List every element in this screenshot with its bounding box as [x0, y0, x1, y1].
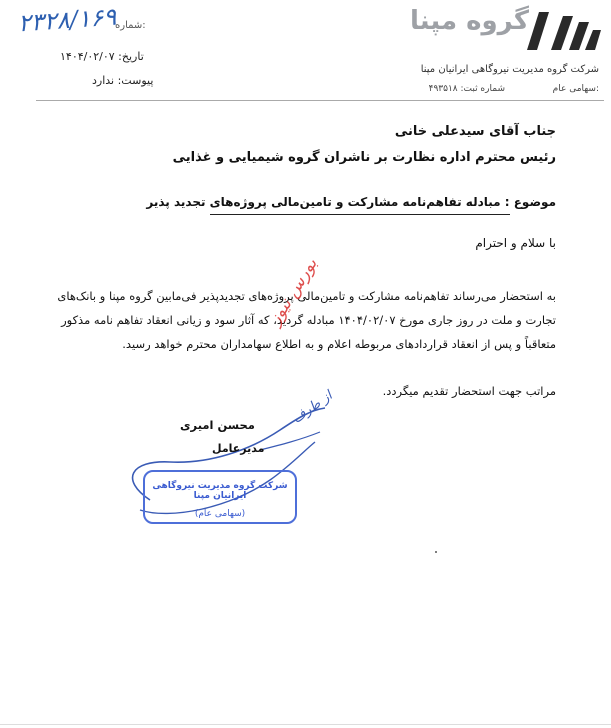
logo-text: گروه مپنا	[410, 6, 529, 36]
letter-body: به استحضار می‌رساند تفاهم‌نامه مشارکت و تامین‌مالی پروژه‌های تجدیدپذیر فی‌مابین گروه مپنا و بانک‌های تجارت و ملت در روز جاری مورخ ۱۴۰۴/۰۲/۰۷ مبادله گردید، که آثار سود و زیانی انعقاد تفاهم نامه مذکور متعاقباً و پس از انعقاد قراردادهای مربوطه اعلام و به اطلاع سهامداران محترم خواهد رسید.	[57, 289, 556, 351]
company-name: شرکت گروه مدیریت نیروگاهی ایرانیان مپنا	[420, 64, 599, 75]
registration-number: شماره ثبت: ۴۹۳۵۱۸	[428, 84, 505, 94]
stamp-company-type: (سهامی عام)	[194, 509, 246, 519]
company-stamp	[143, 470, 297, 524]
handwritten-note: از طرف	[289, 388, 336, 427]
signer-name: محسن امیری	[180, 418, 255, 432]
closing-line: مراتب جهت استحضار تقدیم میگردد.	[382, 384, 556, 398]
share-type: :سهامی عام	[552, 84, 599, 94]
letter-number-label: :شماره	[115, 20, 146, 31]
header-divider	[36, 100, 604, 101]
recipient-title: رئیس محترم اداره نظارت بر ناشران گروه شیمیایی و غذایی	[172, 150, 556, 165]
page-dot	[435, 551, 437, 553]
stamp-company-name: شرکت گروه مدیریت نیروگاهی ایرانیان مپنا	[152, 481, 288, 501]
bourse-news-stamp: بورس نیوز	[265, 254, 322, 329]
letter-attachment: پیوست: ندارد	[92, 74, 154, 87]
letter-date: تاریخ: ۱۴۰۴/۰۲/۰۷	[60, 50, 144, 63]
greeting: با سلام و احترام	[475, 236, 556, 250]
page-bottom-edge	[0, 724, 611, 725]
recipient-name: جناب آقای سیدعلی خانی	[394, 124, 556, 139]
signer-role: مدیرعامل	[212, 442, 265, 455]
subject-underline	[210, 214, 510, 215]
letter-number-value: ۲۳۲۸/۱۶۹	[17, 2, 118, 38]
mapna-logo-icon	[525, 6, 603, 52]
letter-subject: موضوع : مبادله تفاهم‌نامه مشارکت و تامین‌مالی پروژه‌های تجدید پذیر	[146, 195, 556, 209]
